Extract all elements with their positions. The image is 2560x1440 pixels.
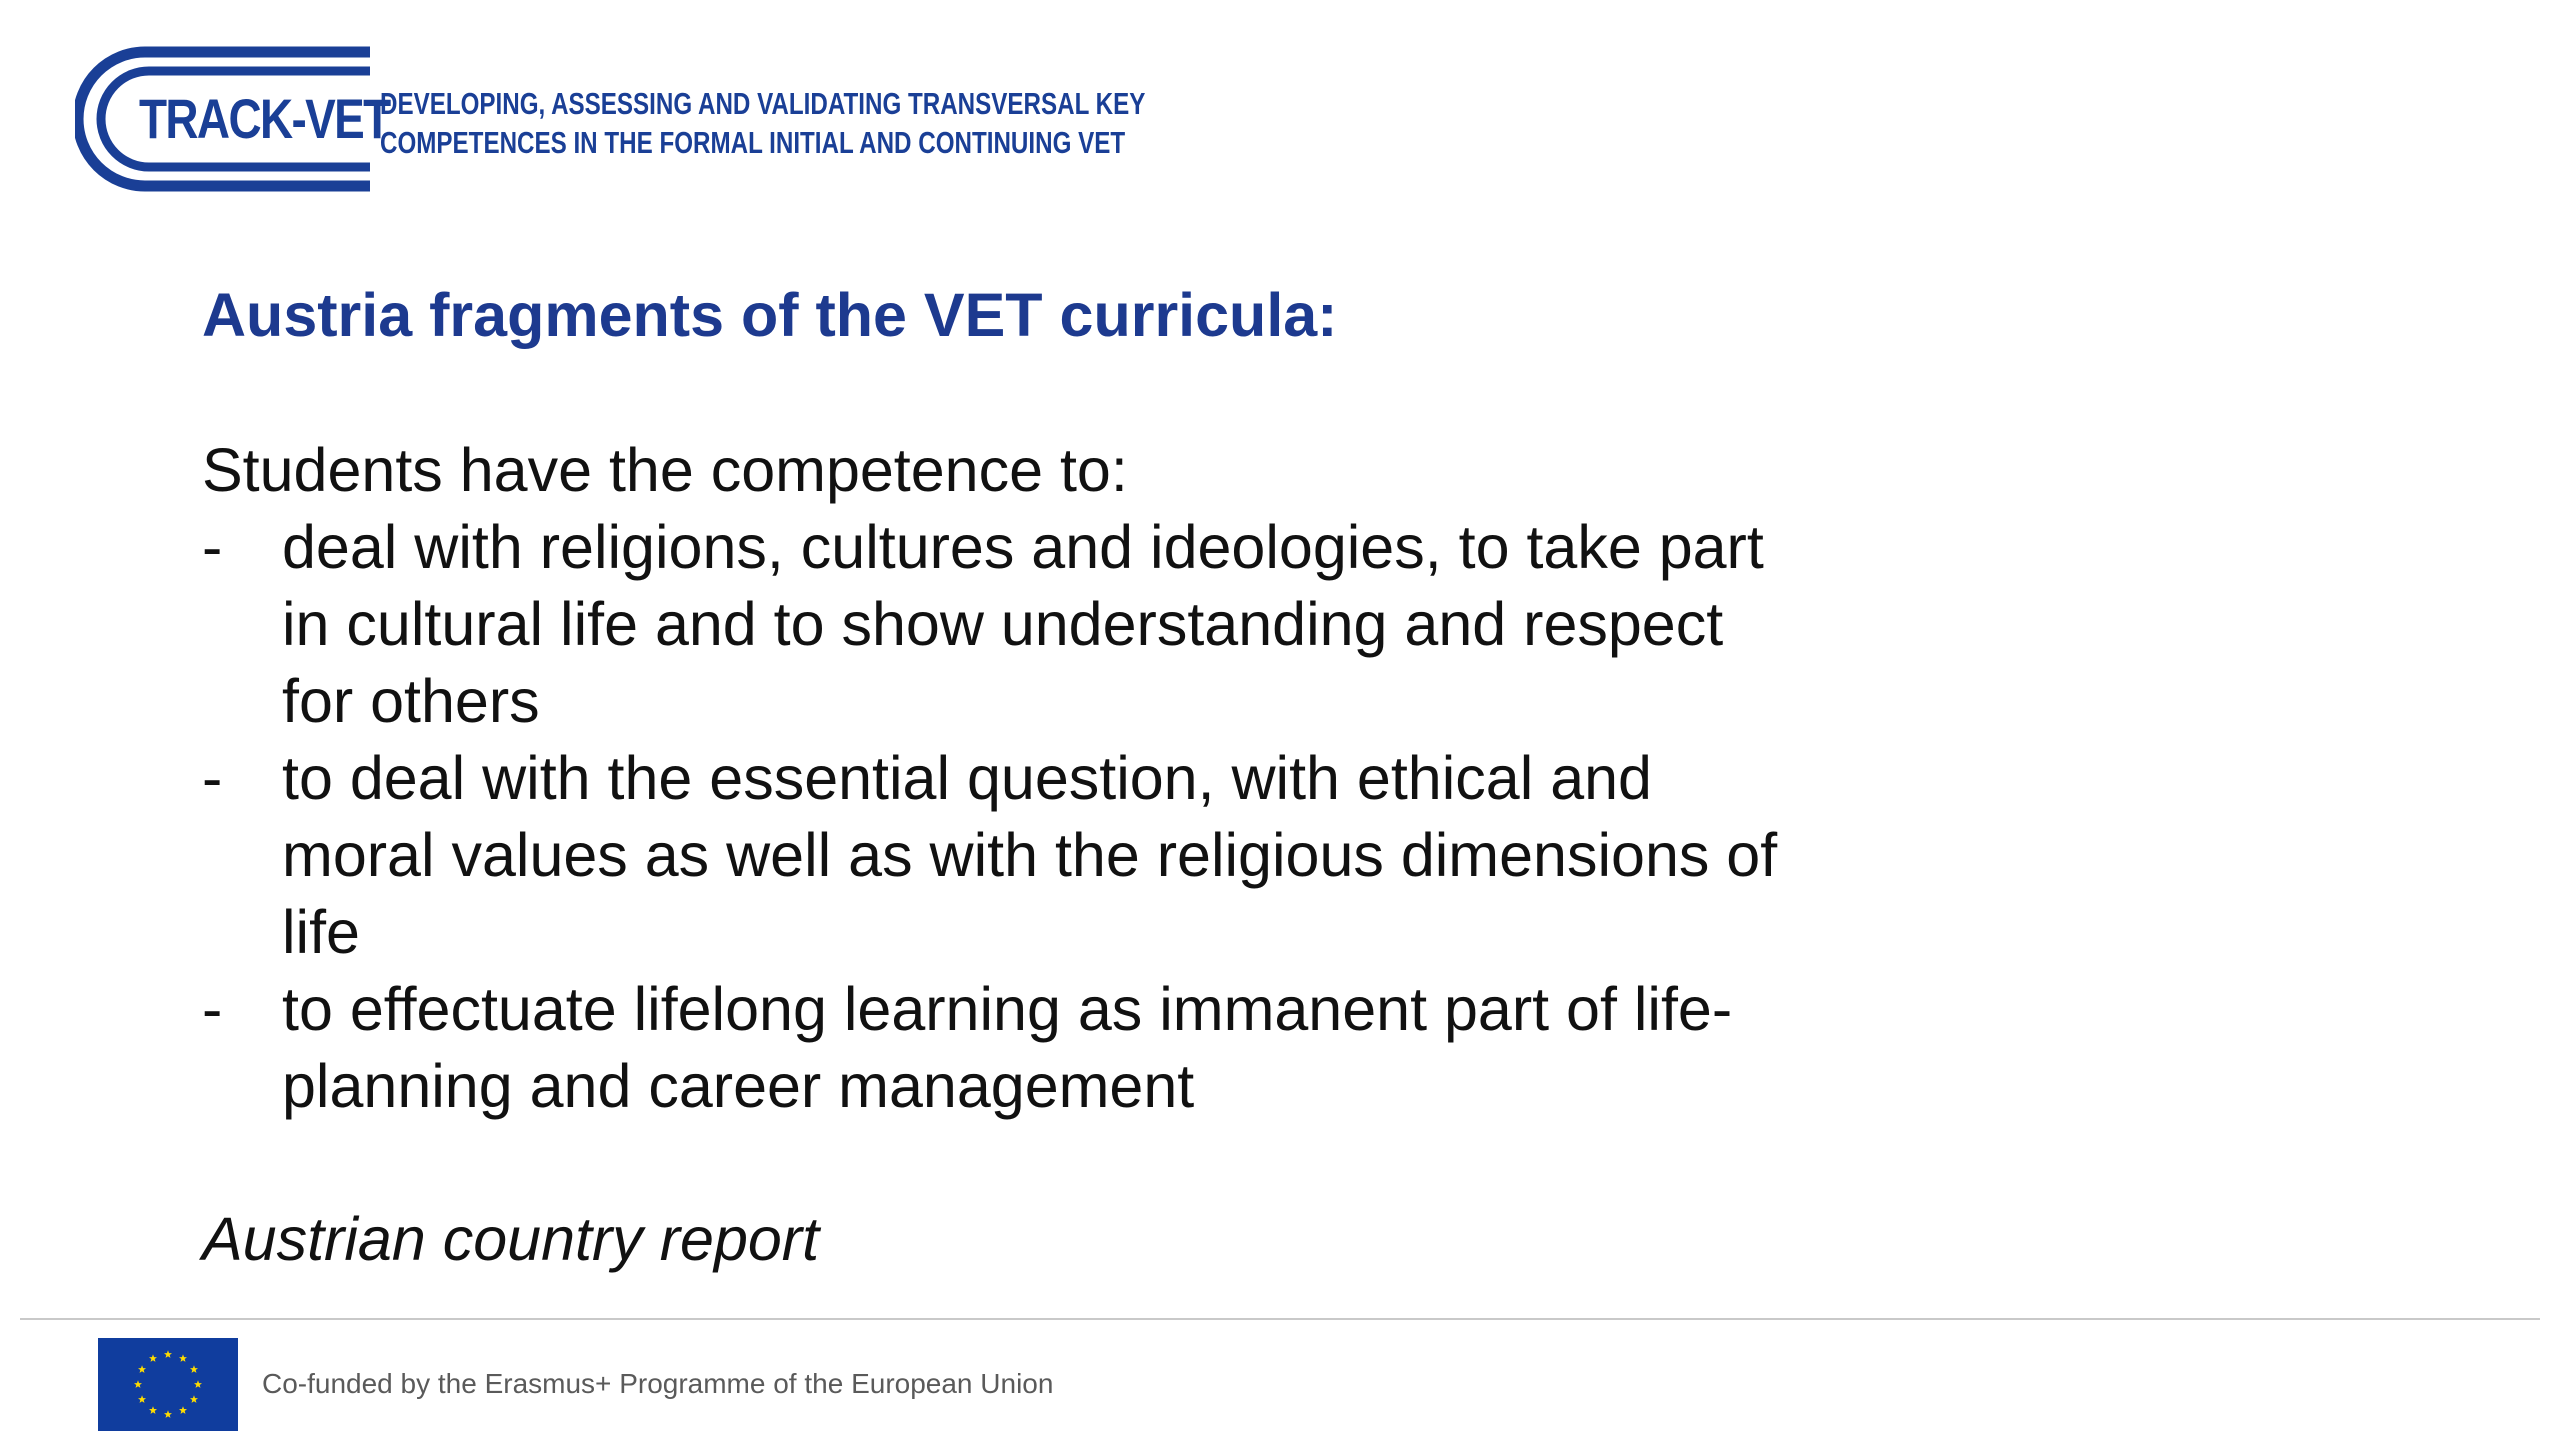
- bullet-line: for others: [282, 667, 540, 735]
- footer-divider: [20, 1318, 2540, 1320]
- eu-star-icon: [179, 1354, 187, 1362]
- bullet-text: [282, 509, 2082, 740]
- eu-star-icon: [138, 1395, 146, 1403]
- list-item: [202, 509, 2082, 740]
- source-citation: Austrian country report: [202, 1205, 820, 1273]
- logo-wordmark: TRACK-VET: [139, 87, 390, 150]
- bullet-text: [282, 971, 2082, 1125]
- eu-star-icon: [194, 1380, 202, 1388]
- bullet-line: moral values as well as with the religious dimensions of: [282, 821, 1778, 889]
- bullet-marker: -: [202, 513, 223, 581]
- logo-tagline: [380, 84, 1145, 162]
- bullet-line: in cultural life and to show understanding and respect: [282, 590, 1724, 658]
- track-vet-logo: [75, 44, 1146, 194]
- bullet-line: to deal with the essential question, with ethical and: [282, 744, 1652, 812]
- eu-star-icon: [149, 1354, 157, 1362]
- bullet-text: [282, 740, 2082, 971]
- list-item: [202, 740, 2082, 971]
- eu-star-icon: [134, 1380, 142, 1388]
- bullet-marker: -: [202, 744, 223, 812]
- eu-star-icon: [179, 1406, 187, 1414]
- intro-text: Students have the competence to:: [202, 436, 1128, 504]
- bullet-line: life: [282, 898, 360, 966]
- eu-star-icon: [164, 1410, 172, 1418]
- tagline-line-1: DEVELOPING, ASSESSING AND VALIDATING TRANSVERSAL KEY: [380, 86, 1146, 121]
- eu-star-icon: [149, 1406, 157, 1414]
- slide-title: Austria fragments of the VET curricula:: [202, 281, 1338, 349]
- eu-flag-icon: [98, 1338, 238, 1431]
- tagline-line-2: COMPETENCES IN THE FORMAL INITIAL AND CONTINUING VET: [380, 125, 1126, 160]
- bullet-line: deal with religions, cultures and ideologies, to take part: [282, 513, 1764, 581]
- bullet-line: planning and career management: [282, 1052, 1195, 1120]
- eu-star-icon: [138, 1365, 146, 1373]
- slide-body: [202, 432, 1902, 1125]
- eu-stars-icon: [98, 1338, 238, 1431]
- eu-star-icon: [164, 1350, 172, 1358]
- eu-star-icon: [190, 1395, 198, 1403]
- list-item: [202, 971, 2082, 1125]
- bullet-line: to effectuate lifelong learning as immanent part of life-: [282, 975, 1733, 1043]
- bullet-marker: -: [202, 975, 223, 1043]
- bullet-list: [202, 509, 1902, 1125]
- eu-star-icon: [190, 1365, 198, 1373]
- cofunded-text: Co-funded by the Erasmus+ Programme of the European Union: [262, 1368, 1054, 1399]
